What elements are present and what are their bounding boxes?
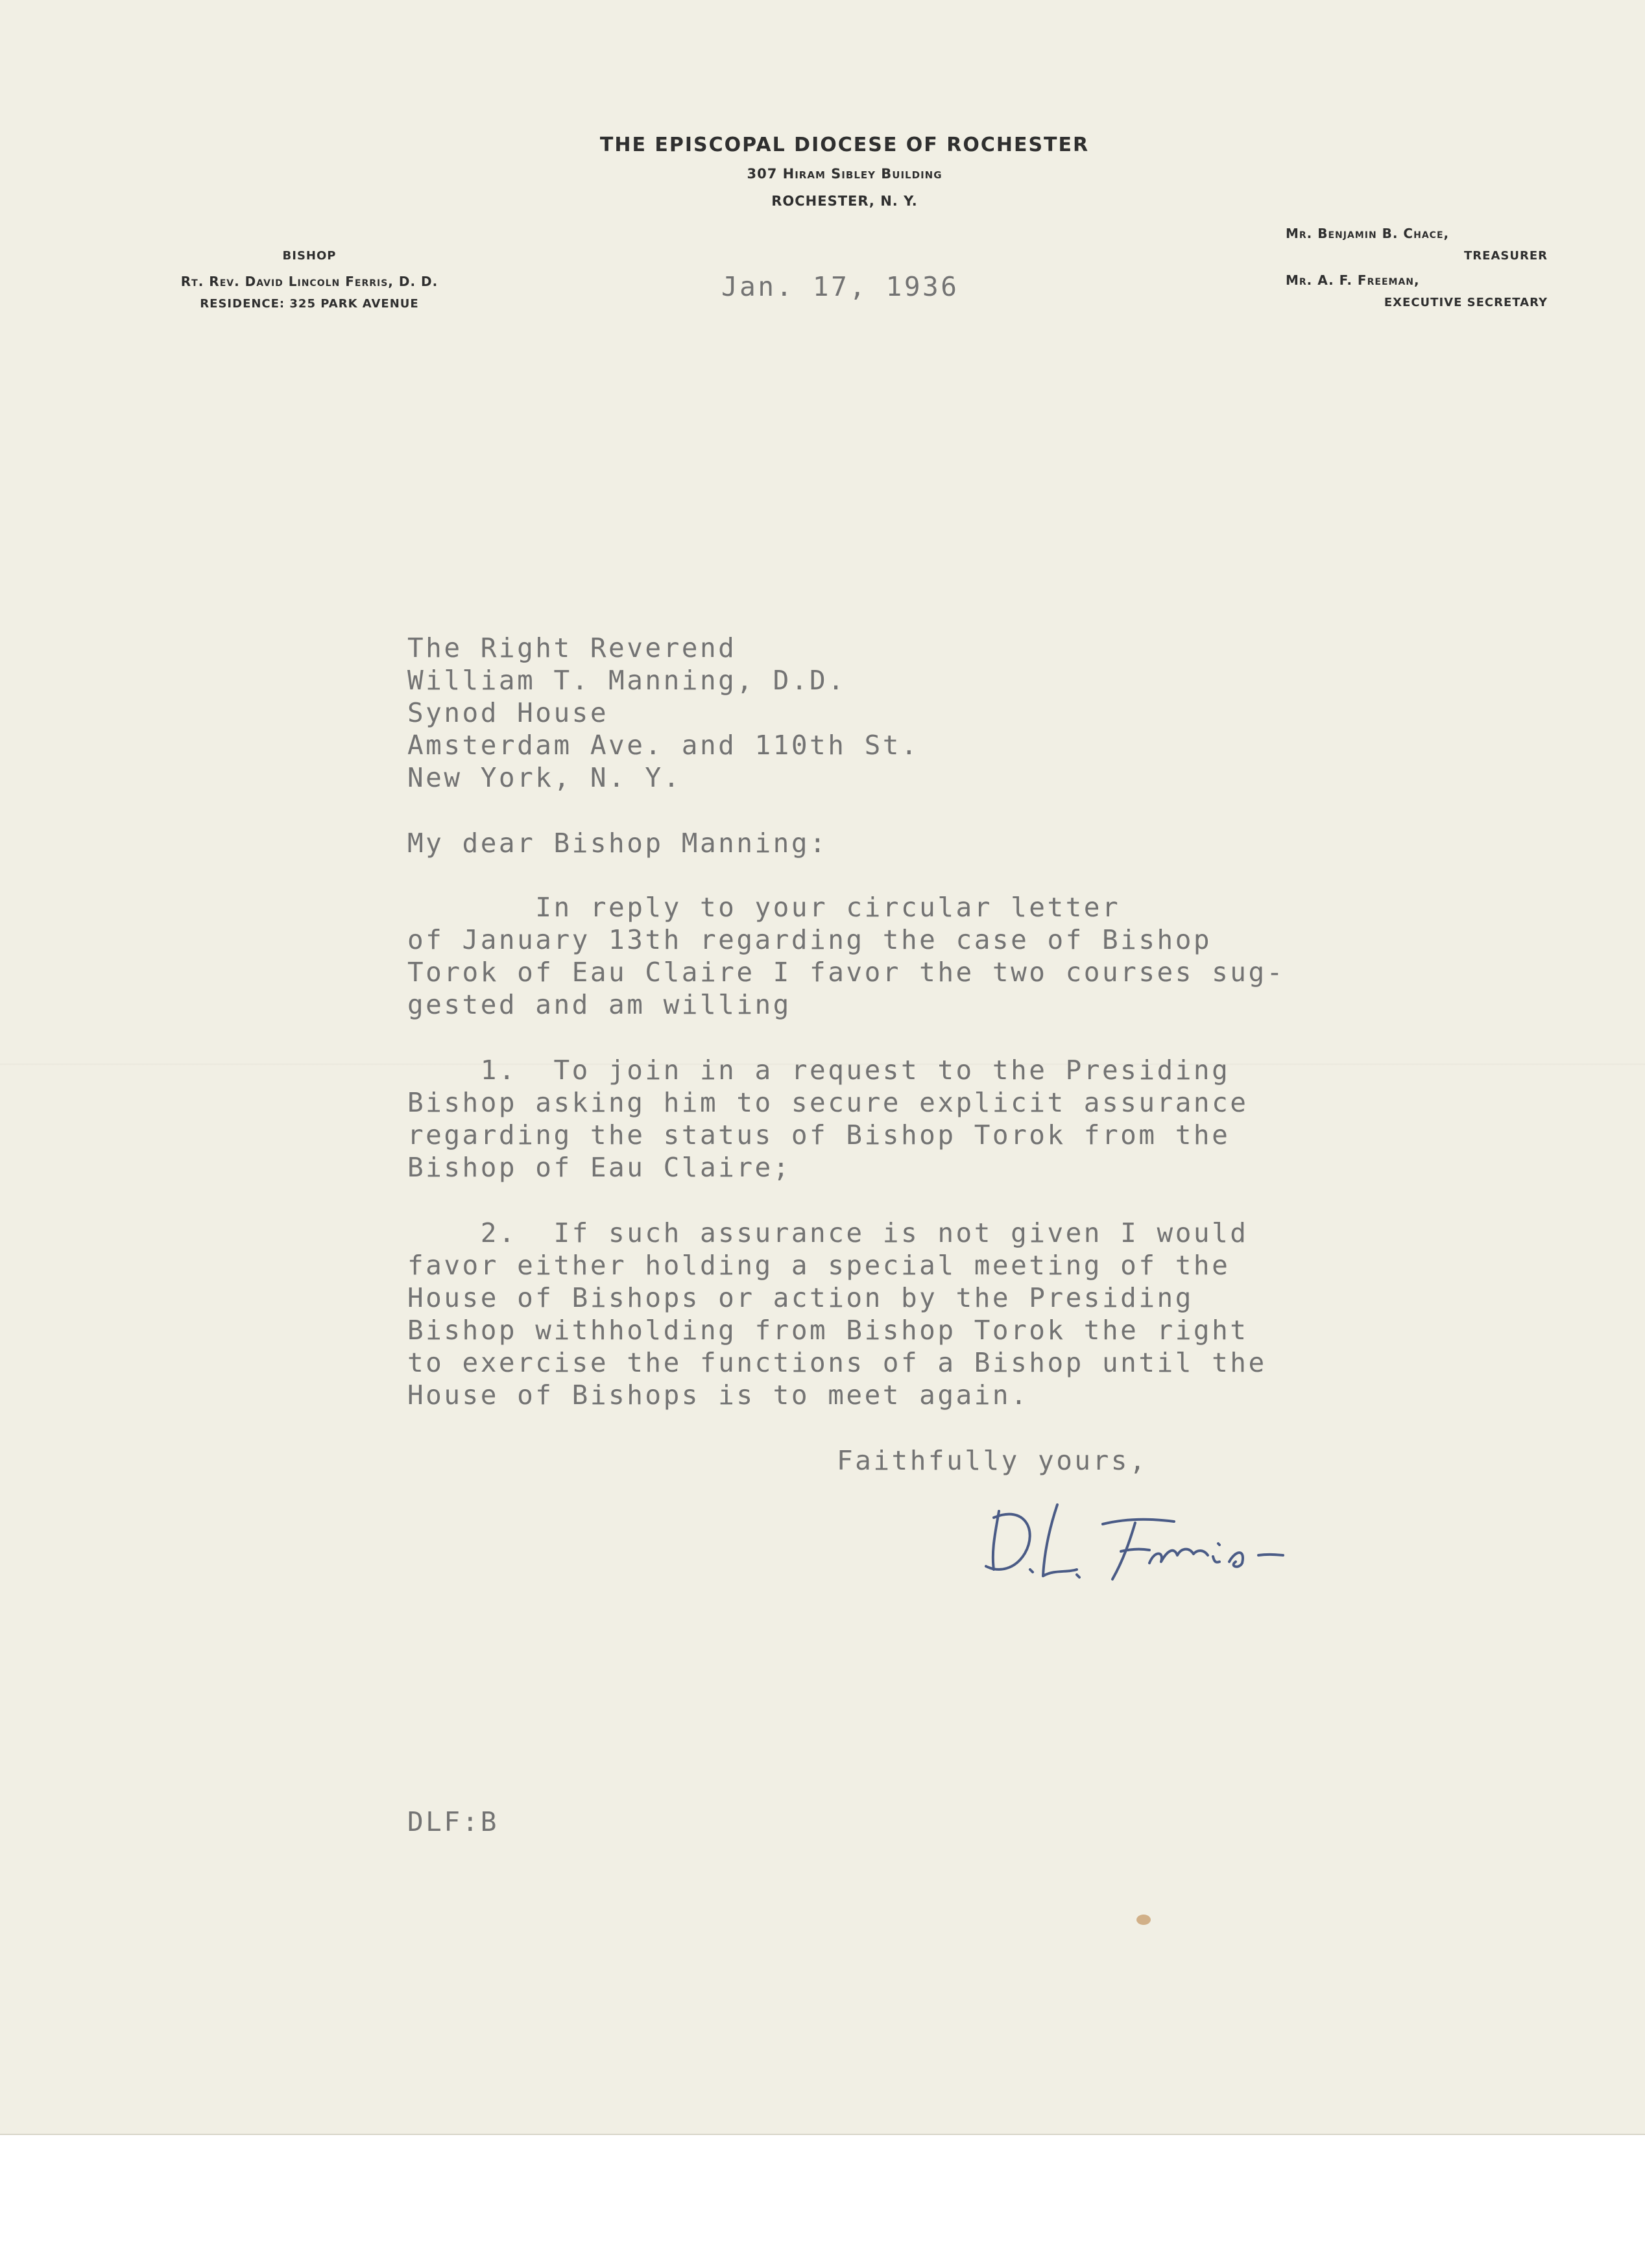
body-line: Bishop of Eau Claire; (407, 1152, 791, 1183)
closing: Faithfully yours, (837, 1445, 1148, 1476)
body-line: of January 13th regarding the case of Bishop (407, 924, 1212, 955)
recipient-line: The Right Reverend (407, 632, 737, 663)
body-line: gested and am willing (407, 989, 791, 1020)
body-line: House of Bishops is to meet again. (407, 1379, 1029, 1411)
handwritten-signature (979, 1479, 1343, 1589)
letter-date: Jan. 17, 1936 (721, 271, 959, 302)
body-line: favor either holding a special meeting of the (407, 1250, 1231, 1281)
reference-initials: DLF:B (407, 1806, 499, 1837)
body-line: 2. If such assurance is not given I would (407, 1217, 1249, 1248)
body-line: Bishop withholding from Bishop Torok the right (407, 1315, 1249, 1346)
secretary-name: Mr. A. F. Freeman, (1286, 272, 1420, 288)
recipient-line: New York, N. Y. (407, 762, 682, 793)
body-line: House of Bishops or action by the Presiding (407, 1282, 1194, 1313)
letterhead-city: ROCHESTER, N. Y. (771, 193, 918, 209)
recipient-line: Synod House (407, 697, 609, 728)
letterhead-building: 307 Hiram Sibley Building (747, 166, 943, 182)
body-line: 1. To join in a request to the Presiding (407, 1055, 1231, 1086)
body-line: Bishop asking him to secure explicit assurance (407, 1087, 1249, 1118)
treasurer-title: TREASURER (1464, 249, 1548, 263)
letterhead-organization: THE EPISCOPAL DIOCESE OF ROCHESTER (599, 134, 1090, 156)
treasurer-name: Mr. Benjamin B. Chace, (1286, 226, 1450, 241)
recipient-line: William T. Manning, D.D. (407, 665, 847, 696)
body-line: In reply to your circular letter (407, 892, 1121, 923)
paper-stain (1136, 1915, 1151, 1925)
bishop-name: Rt. Rev. David Lincoln Ferris, D. D. (180, 274, 438, 289)
bishop-title: BISHOP (282, 249, 337, 263)
bishop-residence: RESIDENCE: 325 PARK AVENUE (200, 297, 419, 311)
recipient-line: Amsterdam Ave. and 110th St. (407, 730, 920, 761)
secretary-title: EXECUTIVE SECRETARY (1384, 296, 1548, 309)
body-line: to exercise the functions of a Bishop until the (407, 1347, 1267, 1378)
body-line: regarding the status of Bishop Torok from the (407, 1119, 1231, 1151)
body-line: Torok of Eau Claire I favor the two courses sug- (407, 957, 1285, 988)
salutation: My dear Bishop Manning: (407, 828, 828, 859)
